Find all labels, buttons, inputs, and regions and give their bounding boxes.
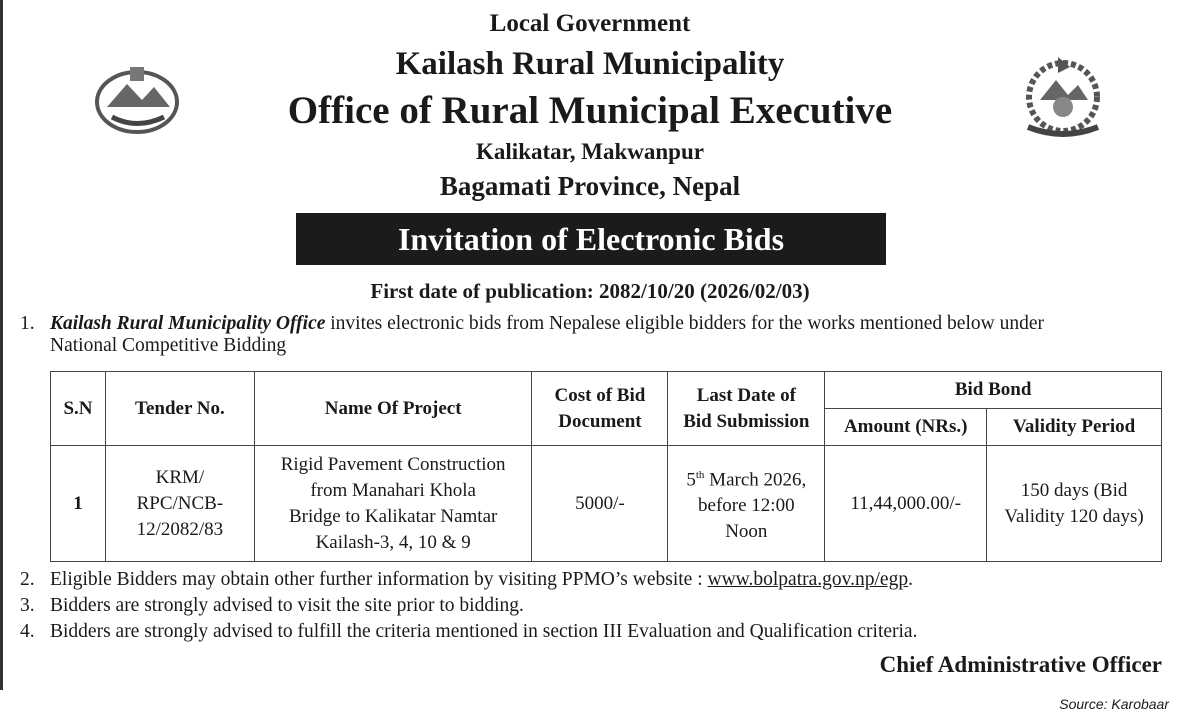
th-amount: Amount (NRs.): [825, 409, 987, 446]
item-1: [20, 313, 1044, 357]
header-office: Office of Rural Municipal Executive: [287, 89, 893, 132]
cell-sn: 1: [51, 446, 106, 562]
th-last-date: Last Date of Bid Submission: [668, 372, 825, 446]
cell-cost: 5000/-: [532, 446, 668, 562]
cell-amount: 11,44,000.00/-: [825, 446, 987, 562]
item-emphasis: Kailash Rural Municipality Office: [50, 313, 326, 334]
cell-project: Rigid Pavement Construction from Manahari Khola Bridge to Kalikatar Namtar Kailash-3, 4, 10 & 9: [254, 446, 532, 562]
item-number: 1.: [20, 313, 35, 334]
item-4: 4. Bidders are strongly advised to fulfill the criteria mentioned in section III Evaluation and Qualification criteria.: [20, 621, 918, 642]
table-row: [51, 446, 1162, 562]
th-validity: Validity Period: [987, 409, 1162, 446]
th-bid-bond: Bid Bond: [825, 372, 1162, 409]
item-3: 3. Bidders are strongly advised to visit the site prior to bidding.: [20, 595, 524, 616]
header-address: Kalikatar, Makwanpur: [476, 139, 704, 164]
cell-tender: KRM/ RPC/NCB- 12/2082/83: [105, 446, 254, 562]
header-province: Bagamati Province, Nepal: [439, 171, 741, 201]
source-credit: Source: Karobaar: [1059, 696, 1169, 712]
tender-table: [50, 371, 1162, 562]
item-text-cont: National Competitive Bidding: [50, 335, 287, 356]
item-text: invites electronic bids from Nepalese eligible bidders for the works mentioned below under: [325, 313, 1044, 334]
th-cost: Cost of Bid Document: [532, 372, 668, 446]
th-project: Name Of Project: [254, 372, 532, 446]
ppmo-link[interactable]: www.bolpatra.gov.np/egp: [707, 569, 909, 590]
th-sn: S.N: [51, 372, 106, 446]
cell-last-date: 5th March 2026, before 12:00 Noon: [668, 446, 825, 562]
th-tender: Tender No.: [105, 372, 254, 446]
signature: Chief Administrative Officer: [879, 652, 1162, 677]
header-municipality: Kailash Rural Municipality: [395, 46, 785, 82]
title-banner: Invitation of Electronic Bids: [296, 213, 886, 265]
cell-validity: 150 days (Bid Validity 120 days): [987, 446, 1162, 562]
item-2: 2. Eligible Bidders may obtain other further information by visiting PPMO’s website : www.bolpatra.gov.np/egp.: [20, 569, 913, 590]
publication-date: First date of publication: 2082/10/20 (2026/02/03): [370, 279, 810, 303]
header-local-government: Local Government: [489, 10, 691, 37]
